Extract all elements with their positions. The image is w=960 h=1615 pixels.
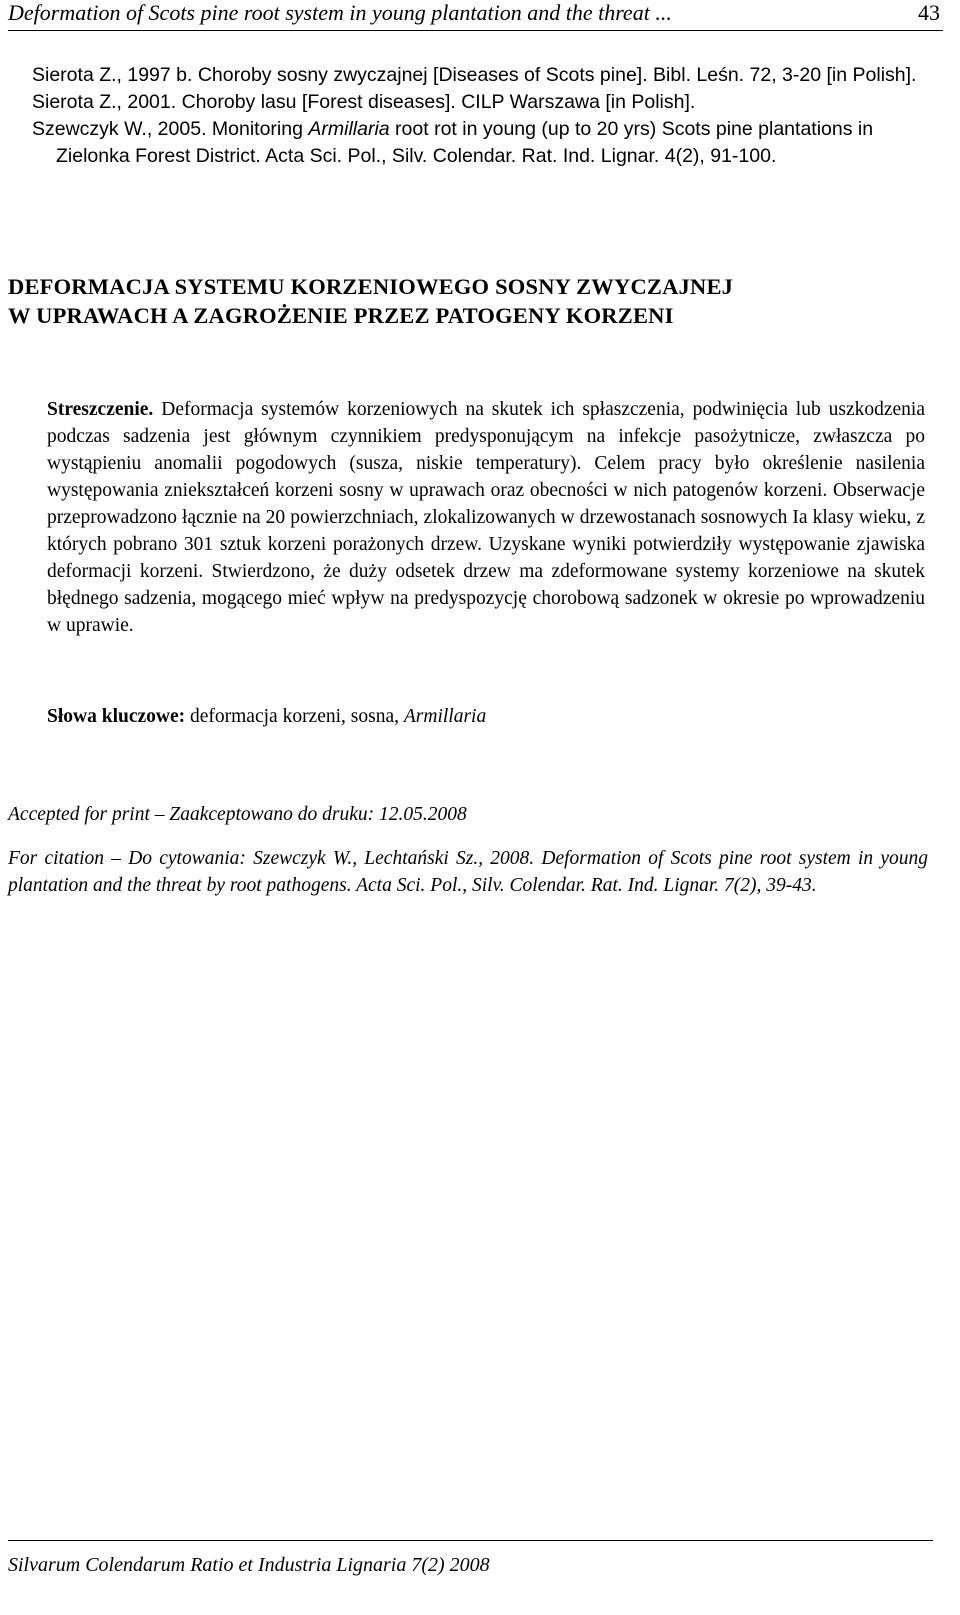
reference-text: Szewczyk W., 2005. Monitoring bbox=[32, 118, 309, 140]
reference-item bbox=[32, 89, 937, 116]
reference-text: Sierota Z., 1997 b. Choroby sosny zwyczajnej [Diseases of Scots pine]. Bibl. Leśn. 72, 3-20 [in Polish]. bbox=[32, 64, 917, 86]
running-header bbox=[8, 0, 943, 31]
running-footer bbox=[8, 1540, 933, 1581]
abstract-label: Streszczenie. bbox=[47, 399, 154, 420]
keywords-text: deformacja korzeni, sosna, bbox=[185, 706, 404, 727]
reference-list bbox=[32, 62, 937, 170]
citation: For citation – Do cytowania: Szewczyk W., Lechtański Sz., 2008. Deformation of Scots pine root system in young plantation and the threat by root pathogens. Acta Sci. Pol., Silv. Colendar. Rat. Ind. Lignar. 7(2), 39-43. bbox=[8, 848, 928, 896]
page-number: 43 bbox=[918, 0, 940, 25]
reference-item bbox=[32, 62, 937, 89]
polish-title bbox=[8, 272, 938, 330]
abstract-text: Deformacja systemów korzeniowych na skutek ich spłaszczenia, podwinięcia lub uszkodzenia podczas sadzenia jest głównym czynnikiem predysponującym na infekcje pasożytnicze, zwłaszcza po wystąpieniu anomalii pogodowych (susza, niskie temperatury). Celem pracy było określenie nasilenia występowania zniekształceń korzeni sosny w uprawach oraz obecności w nich patogenów korzeni. Obserwacje przeprowadzono łącznie na 20 powierzchniach, zlokalizowanych w drzewostanach sosnowych Ia klasy wieku, z których pobrano 301 sztuk korzeni porażonych drzew. Uzyskane wyniki potwierdziły występowanie zjawiska deformacji korzeni. Stwierdzono, że duży odsetek drzew ma zdeformowane systemy korzeniowe na skutek błędnego sadzenia, mogącego mieć wpływ na predyspozycję chorobową sadzonek w okresie po wprowadzeniu w uprawie. bbox=[47, 399, 925, 636]
reference-text: root rot in young (up to 20 yrs) Scots pine plantations in Zielonka Forest District. Acta Sci. Pol., Silv. Colendar. Rat. Ind. Lignar. 4(2), 91-100. bbox=[56, 118, 874, 167]
keywords-italic: Armillaria bbox=[403, 706, 487, 727]
accepted-date: Accepted for print – Zaakceptowano do druku: 12.05.2008 bbox=[8, 804, 467, 825]
polish-title-line: W UPRAWACH A ZAGROŻENIE PRZEZ PATOGENY KORZENI bbox=[8, 303, 674, 328]
reference-item bbox=[32, 116, 937, 170]
polish-title-line: DEFORMACJA SYSTEMU KORZENIOWEGO SOSNY ZWYCZAJNEJ bbox=[8, 274, 734, 299]
keywords bbox=[47, 703, 486, 730]
reference-italic: Armillaria bbox=[308, 118, 390, 140]
running-title: Deformation of Scots pine root system in young plantation and the threat ... bbox=[8, 0, 672, 25]
keywords-label: Słowa kluczowe: bbox=[47, 706, 186, 727]
reference-text: Sierota Z., 2001. Choroby lasu [Forest diseases]. CILP Warszawa [in Polish]. bbox=[32, 91, 696, 113]
abstract bbox=[47, 396, 925, 639]
journal-name: Silvarum Colendarum Ratio et Industria Lignaria 7(2) 2008 bbox=[8, 1554, 490, 1576]
